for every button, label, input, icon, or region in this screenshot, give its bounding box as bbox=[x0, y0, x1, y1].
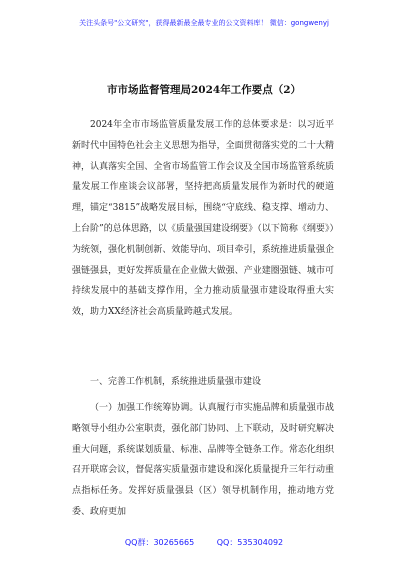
footer-qq-group: QQ群：30265665 bbox=[124, 538, 195, 547]
paragraph-overall-requirements: 2024年全市市场监管质量发展工作的总体要求是：以习近平新时代中国特色社会主义思想为指导，全面贯彻落实党的二十大精神，认真落实全国、全省市场监管工作会议及全国市场监管系统质量发展工作座谈会议部署，坚持把高质量发展作为新时代的硬道理，锚定“3815”战略发展目标，围绕“守底线、稳支撑、增动力、上台阶”的总体思路，以《质量强国建设纲要》（以下简称《纲要》）为统领，强化机制创新、效能导向、项目牵引，系统推进质量强企强链强县，更好发挥质量在企业做大做强、产业建圈强链、城市可持续发展中的基础支撑作用，全力推动质量强市建设取得重大实效，助力XX经济社会高质量跨越式发展。 bbox=[72, 120, 334, 318]
paragraph-coordination: （一）加强工作统筹协调。认真履行市实施品牌和质量强市战略领导小组办公室职责，强化部门协同、上下联动，及时研究解决重大问题，系统谋划质量、标准、品牌等全链条工作。常态化组织召开联席会议，督促落实质量强市建设和深化质量提升三年行动重点指标任务。发挥好质量强县（区）领导机制作用，推动地方党委、政府更加 bbox=[72, 403, 334, 517]
header-banner: 关注头条号"公文研究"，获得最新最全最专业的公文资料库！ 微信：gongwenyj bbox=[79, 19, 329, 27]
footer-qq-number: QQ：535304092 bbox=[216, 538, 284, 547]
document-title: 市市场监督管理局2024年工作要点（2） bbox=[106, 84, 302, 96]
section-heading-1: 一、完善工作机制，系统推进质量强市建设 bbox=[90, 377, 262, 387]
footer-contact bbox=[0, 537, 408, 548]
